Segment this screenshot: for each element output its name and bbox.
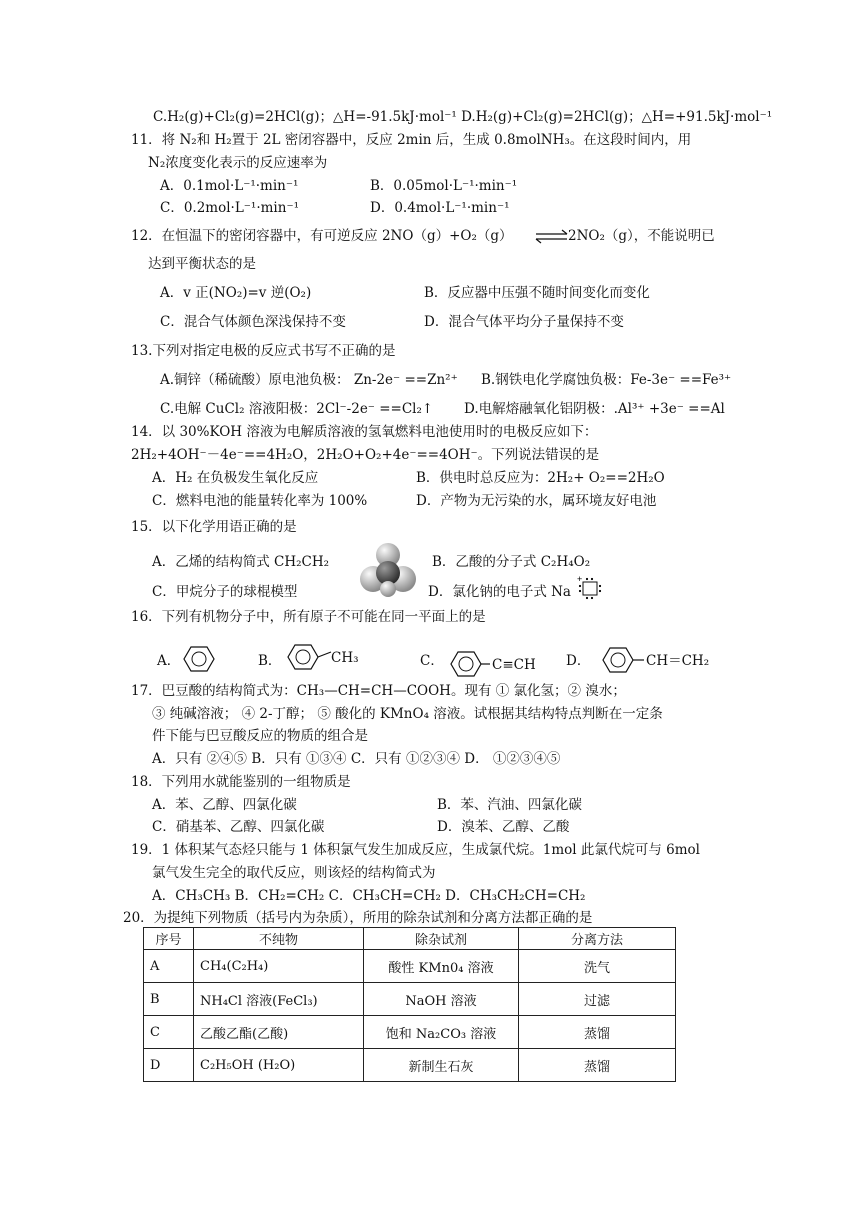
q14-option-d: D．产物为无污染的水，属环境友好电池	[416, 493, 657, 509]
q12-stem-cont: 2NO₂（g），不能说明已	[568, 228, 715, 244]
q18-option-b: B．苯、汽油、四氯化碳	[437, 797, 582, 813]
table-row	[144, 1049, 676, 1082]
row-index: B	[144, 983, 194, 1016]
styrene-ring-icon	[602, 646, 634, 674]
q13-stem: 13.下列对指定电极的反应式书写不正确的是	[131, 343, 396, 359]
q11-option-c: C．0.2mol·L⁻¹·min⁻¹	[160, 200, 299, 216]
q11-stem: 11．将 N₂和 H₂置于 2L 密闭容器中，反应 2min 后，生成 0.8molNH₃。在这段时间内，用	[131, 132, 692, 148]
q12-option-c: C．混合气体颜色深浅保持不变	[160, 314, 346, 330]
table-header-row	[144, 928, 676, 950]
q12-stem: 12．在恒温下的密闭容器中，有可逆反应 2NO（g）+O₂（g）	[131, 228, 513, 244]
purification-table	[143, 927, 676, 1082]
q13-option-c: C.电解 CuCl₂ 溶液阳极：2Cl⁻-2e⁻ ==Cl₂↑	[160, 401, 434, 417]
q15-option-a: A．乙烯的结构简式 CH₂CH₂	[152, 554, 330, 570]
q12-stem-2: 达到平衡状态的是	[148, 256, 256, 272]
q16-option-b-label: B．	[258, 653, 282, 669]
row-impure: 乙酸乙酯(乙酸)	[194, 1016, 364, 1049]
row-method: 蒸馏	[519, 1049, 676, 1082]
row-method: 蒸馏	[519, 1016, 676, 1049]
table-row	[144, 983, 676, 1016]
q19-stem: 19．1 体积某气态烃只能与 1 体积氯气发生加成反应，生成氯代烷。1mol 此氯代烷可与 6mol	[131, 842, 700, 858]
benzene-ring-icon	[183, 645, 215, 673]
q18-option-c: C．硝基苯、乙醇、四氯化碳	[152, 819, 325, 835]
row-reagent: 新制生石灰	[364, 1049, 519, 1082]
q11-stem-2: N₂浓度变化表示的反应速率为	[148, 155, 328, 171]
q10-options-cd: C.H₂(g)+Cl₂(g)=2HCl(g)；△H=-91.5kJ·mol⁻¹ D.H₂(g)+Cl₂(g)=2HCl(g)；△H=+91.5kJ·mol⁻¹	[153, 109, 773, 125]
q16-option-d-label: D．	[566, 653, 591, 669]
q12-option-d: D．混合气体平均分子量保持不变	[424, 314, 624, 330]
row-index: A	[144, 950, 194, 983]
q14-option-a: A．H₂ 在负极发生氧化反应	[152, 470, 319, 486]
q16-stem: 16．下列有机物分子中，所有原子不可能在同一平面上的是	[131, 609, 486, 625]
header-reagent: 除杂试剂	[364, 928, 519, 950]
header-impure: 不纯物	[194, 928, 364, 950]
row-method: 洗气	[519, 950, 676, 983]
equilibrium-arrow-icon	[535, 230, 569, 244]
phenylacetylene-ring-icon	[450, 650, 482, 678]
q12-option-b: B．反应器中压强不随时间变化而变化	[424, 285, 650, 301]
row-reagent: 饱和 Na₂CO₃ 溶液	[364, 1016, 519, 1049]
q16-option-c-sub: C≡CH	[492, 657, 536, 673]
row-method: 过滤	[519, 983, 676, 1016]
row-reagent: 酸性 KMn0₄ 溶液	[364, 950, 519, 983]
q17-stem: 17．巴豆酸的结构简式为：CH₃—CH=CH—COOH。现有 ① 氯化氢；② 溴水；	[131, 683, 626, 699]
q13-option-d: D.电解熔融氧化铝阴极：.Al³⁺ +3e⁻ ==Al	[464, 401, 725, 417]
table-row	[144, 1016, 676, 1049]
q13-option-b: B.钢铁电化学腐蚀负极：Fe-3e⁻ ==Fe³⁺	[481, 372, 732, 388]
q11-option-d: D．0.4mol·L⁻¹·min⁻¹	[370, 200, 510, 216]
q20-stem: 20．为提纯下列物质（括号内为杂质），所用的除杂试剂和分离方法都正确的是	[123, 910, 593, 926]
q13-option-a: A.铜锌（稀硫酸）原电池负极： Zn-2e⁻ ==Zn²⁺	[160, 372, 458, 388]
header-index: 序号	[144, 928, 194, 950]
q15-option-b: B．乙酸的分子式 C₂H₄O₂	[432, 554, 591, 570]
table-row	[144, 950, 676, 983]
row-impure: C₂H₅OH (H₂O)	[194, 1049, 364, 1082]
q18-stem: 18．下列用水就能鉴别的一组物质是	[131, 774, 351, 790]
q14-stem: 14．以 30%KOH 溶液为电解质溶液的氢氧燃料电池使用时的电极反应如下：	[131, 424, 598, 440]
q11-option-b: B．0.05mol·L⁻¹·min⁻¹	[370, 178, 518, 194]
q14-option-c: C．燃料电池的能量转化率为 100%	[152, 493, 368, 509]
q19-options: A．CH₃CH₃ B．CH₂=CH₂ C．CH₃CH=CH₂ D．CH₃CH₂CH=CH₂	[152, 888, 586, 904]
q17-options: A．只有 ②④⑤ B．只有 ①③④ C．只有 ①②③④ D． ①②③④⑤	[152, 751, 561, 767]
row-impure: CH₄(C₂H₄)	[194, 950, 364, 983]
q17-stem-2: ③ 纯碱溶液； ④ 2-丁醇； ⑤ 酸化的 KMnO₄ 溶液。试根据其结构特点判断在一定条	[152, 706, 663, 722]
svg-text:+: +	[577, 574, 583, 584]
q14-stem-2: 2H₂+4OH⁻－4e⁻==4H₂O，2H₂O+O₂+4e⁻==4OH⁻。下列说法错误的是	[131, 447, 600, 463]
q15-stem: 15．以下化学用语正确的是	[131, 519, 297, 535]
row-impure: NH₄Cl 溶液(FeCl₃)	[194, 983, 364, 1016]
q12-option-a: A．v 正(NO₂)=v 逆(O₂)	[160, 285, 312, 301]
q18-option-a: A．苯、乙醇、四氯化碳	[152, 797, 297, 813]
q16-option-a-label: A．	[157, 653, 181, 669]
q16-option-b-sub: CH₃	[331, 650, 359, 666]
q15-option-c: C．甲烷分子的球棍模型	[152, 584, 298, 600]
header-method: 分离方法	[519, 928, 676, 950]
chloride-electron-dots-icon	[575, 576, 603, 598]
q17-stem-3: 件下能与巴豆酸反应的物质的组合是	[152, 728, 368, 744]
row-reagent: NaOH 溶液	[364, 983, 519, 1016]
q16-option-c-label: C．	[420, 653, 444, 669]
methane-ball-model-icon	[360, 543, 416, 597]
q16-option-d-sub: CH＝CH₂	[646, 653, 710, 669]
q18-option-d: D．溴苯、乙醇、乙酸	[437, 819, 570, 835]
row-index: C	[144, 1016, 194, 1049]
q11-option-a: A．0.1mol·L⁻¹·min⁻¹	[160, 178, 299, 194]
q15-option-d: D．氯化钠的电子式 Na	[428, 584, 571, 600]
toluene-ring-icon	[287, 643, 319, 671]
q19-stem-2: 氯气发生完全的取代反应，则该烃的结构简式为	[152, 865, 436, 881]
row-index: D	[144, 1049, 194, 1082]
q14-option-b: B．供电时总反应为：2H₂+ O₂==2H₂O	[416, 470, 665, 486]
